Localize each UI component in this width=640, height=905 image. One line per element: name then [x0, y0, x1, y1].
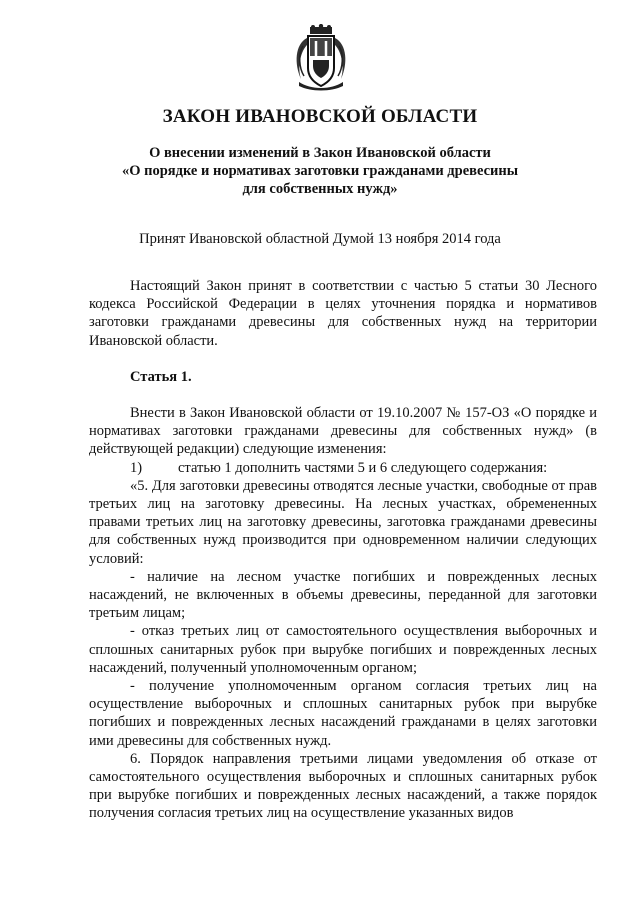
list-item-text: статью 1 дополнить частями 5 и 6 следующего содержания: [178, 459, 548, 476]
article-heading: Статья 1. [130, 368, 192, 385]
part-5-paragraph: «5. Для заготовки древесины отводятся лесные участки, свободные от прав третьих лиц на заготовку древесины. На лесных участках, обремененных правами третьих лиц на заготовку древесины, заготовка гражданами древесины для собственных нужд производится при одновременном наличии следующих условий: [89, 477, 597, 567]
adoption-statement: Принят Ивановской областной Думой 13 ноября 2014 года [139, 231, 501, 247]
list-item-number: 1) [130, 459, 143, 476]
list-item [89, 459, 597, 477]
subtitle-line: О внесении изменений в Закон Ивановской области [149, 145, 491, 161]
law-title: ЗАКОН ИВАНОВСКОЙ ОБЛАСТИ [162, 106, 478, 127]
condition-paragraph: - наличие на лесном участке погибших и поврежденных лесных насаждений, не включенных в объемы древесины, переданной для заготовки третьим лицам; [89, 568, 597, 622]
subtitle-line: «О порядке и нормативах заготовки гражданами древесины [121, 163, 519, 179]
subtitle-line: для собственных нужд» [242, 181, 398, 197]
coat-of-arms-emblem [293, 24, 349, 92]
law-subtitle [100, 144, 540, 198]
law-body [89, 277, 597, 823]
part-6-paragraph: 6. Порядок направления третьими лицами уведомления об отказе от самостоятельного осуществления выборочных и сплошных санитарных рубок при вырубке погибших и поврежденных лесных насаждений, а также порядок получения согласия третьих лиц на осуществление указанных видов [89, 750, 597, 822]
preamble-paragraph: Настоящий Закон принят в соответствии с частью 5 статьи 30 Лесного кодекса Российской Федерации в целях уточнения порядка и нормативов заготовки гражданами древесины для собственных нужд на территории Ивановской области. [89, 278, 597, 349]
intro-paragraph: Внести в Закон Ивановской области от 19.10.2007 № 157-ОЗ «О порядке и нормативах заготовки гражданами древесины для собственных нужд» (в действующей редакции) следующие изменения: [89, 405, 597, 458]
condition-paragraph: - получение уполномоченным органом согласия третьих лиц на осуществление выборочных и сплошных санитарных рубок при вырубке погибших и поврежденных лесных насаждений гражданами в целях заготовки ими древесины для собственных нужд. [89, 678, 597, 749]
condition-paragraph: - отказ третьих лиц от самостоятельного осуществления выборочных и сплошных санитарных рубок при вырубке погибших и поврежденных лесных насаждений, полученный уполномоченным органом; [89, 623, 597, 676]
